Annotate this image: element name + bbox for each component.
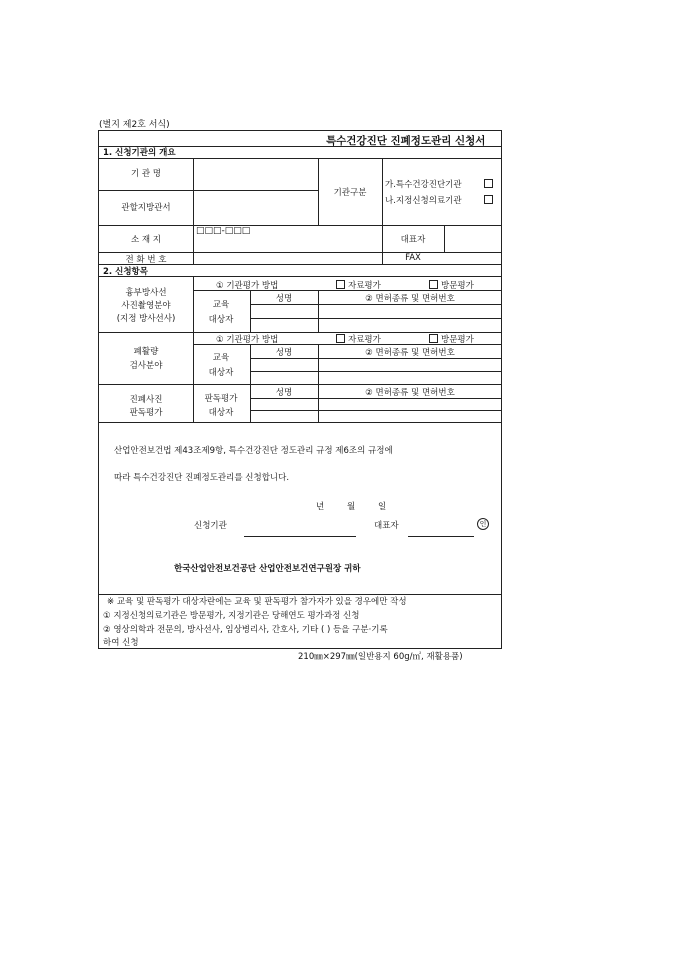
section1-heading: 1. 신청기관의 개요 (103, 148, 176, 158)
area1-visit-eval-label: 방문평가 (441, 281, 474, 291)
note-2: ① 지정신청의료기관은 방문평가, 지정기관은 당해연도 평가과정 신청 (103, 611, 360, 621)
area1-data-eval-checkbox[interactable] (336, 280, 345, 289)
applicant-label: 신청기관 (194, 521, 227, 531)
area2-eval-method: ① 기관평가 방법 (216, 335, 279, 345)
area1-license-col: ② 면허종류 및 면허번호 (365, 294, 455, 304)
fax-label: FAX (405, 253, 421, 263)
org-type-option-a: 가.특수건강진단기관 (385, 180, 462, 190)
declaration-rep-label: 대표자 (374, 521, 399, 531)
org-type-label: 기관구분 (333, 188, 367, 198)
area1-visit-eval-checkbox[interactable] (429, 280, 438, 289)
area3-reader-line2: 대상자 (208, 408, 234, 418)
representative-label: 대표자 (400, 235, 426, 245)
area3-label-line2: 판독평가 (129, 408, 163, 418)
area2-name-col: 성명 (275, 348, 293, 358)
area2-label-line2: 검사분야 (129, 361, 163, 371)
seal-mark: 인 (477, 518, 489, 530)
applicant-signature-line[interactable] (244, 536, 356, 537)
declaration-line2: 따라 특수건강진단 진폐정도관리를 신청합니다. (114, 473, 290, 483)
area3-label-line1: 진폐사진 (129, 395, 163, 405)
office-label: 관할지방관서 (121, 203, 171, 213)
org-type-option-b: 나.지정신청의료기관 (385, 196, 462, 206)
note-3: ② 영상의학과 전문의, 방사선사, 임상병리사, 간호사, 기타 ( ) 등을 구분·기록 (103, 625, 388, 635)
area2-data-eval-checkbox[interactable] (336, 334, 345, 343)
org-type-a-checkbox[interactable] (484, 179, 493, 188)
area2-label-line1: 폐활량 (133, 347, 159, 357)
paper-spec: 210㎜×297㎜(일반용지 60g/㎡, 재활용품) (298, 652, 463, 662)
address-label: 소 재 지 (130, 235, 162, 245)
area3-name-col: 성명 (275, 388, 293, 398)
area1-eval-method: ① 기관평가 방법 (216, 281, 279, 291)
area1-name-col: 성명 (275, 294, 293, 304)
area2-visit-eval-label: 방문평가 (441, 335, 474, 345)
area1-label-line3: (지정 방사선사) (116, 314, 176, 324)
note-4: 하여 신청 (103, 638, 139, 648)
area3-license-col: ② 면허종류 및 면허번호 (365, 388, 455, 398)
area1-label-line1: 흉부방사선 (125, 288, 167, 298)
org-type-b-checkbox[interactable] (484, 195, 493, 204)
section2-heading: 2. 신청항목 (103, 267, 148, 277)
org-name-label: 기 관 명 (130, 169, 162, 179)
area3-reader-line1: 판독평가 (204, 394, 238, 404)
area2-edu-line1: 교육 (212, 353, 230, 363)
form-title: 특수건강진단 진폐정도관리 신청서 (326, 135, 486, 147)
date-month-label: 월 (347, 502, 356, 512)
postcode-boxes: □□□-□□□ (196, 226, 251, 236)
area1-data-eval-label: 자료평가 (348, 281, 381, 291)
rep-signature-line[interactable] (408, 536, 474, 537)
area1-edu-line1: 교육 (212, 300, 230, 310)
addressee: 한국산업안전보건공단 산업안전보건연구원장 귀하 (174, 564, 361, 574)
area2-data-eval-label: 자료평가 (348, 335, 381, 345)
phone-label: 전 화 번 호 (125, 255, 167, 265)
area1-edu-line2: 대상자 (208, 315, 234, 325)
area2-visit-eval-checkbox[interactable] (429, 334, 438, 343)
declaration-line1: 산업안전보건법 제43조제9항, 특수건강진단 정도관리 규정 제6조의 규정에 (114, 446, 393, 456)
area2-license-col: ② 면허종류 및 면허번호 (365, 348, 455, 358)
form-number-label: (별지 제2호 서식) (99, 120, 170, 130)
area2-edu-line2: 대상자 (208, 368, 234, 378)
area1-label-line2: 사진촬영분야 (121, 301, 171, 311)
note-1: ※ 교육 및 판독평가 대상자란에는 교육 및 판독평가 참가자가 있을 경우에만 작성 (107, 597, 407, 607)
date-year-label: 년 (316, 502, 325, 512)
date-day-label: 일 (378, 502, 387, 512)
